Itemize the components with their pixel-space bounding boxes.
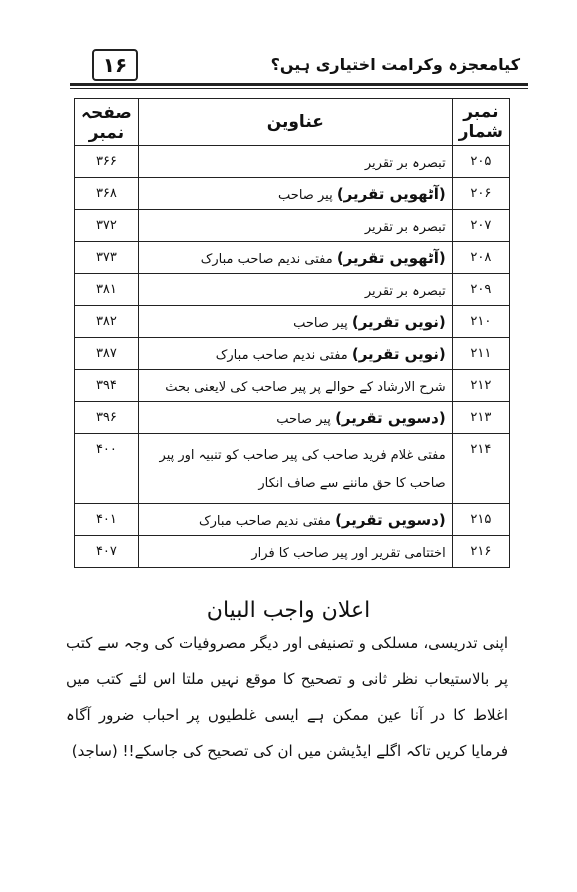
- row-page: ۳۸۷: [75, 338, 139, 370]
- row-title-text: تبصرہ بر تقریر: [364, 219, 446, 235]
- row-page: ۳۹۴: [75, 370, 139, 402]
- row-title: [138, 536, 452, 568]
- row-number: ۲۰۶: [452, 178, 509, 210]
- row-title-text: پیر صاحب: [276, 411, 336, 427]
- row-title-text: مفتی غلام فرید صاحب کی پیر صاحب کو تنبیہ اور پیر صاحب کا حق ماننے سے صاف انکار: [159, 447, 446, 491]
- contents-table: [74, 98, 510, 568]
- table-row: [75, 178, 510, 210]
- table-header-row: [75, 99, 510, 146]
- row-page: ۴۰۷: [75, 536, 139, 568]
- row-title: [138, 338, 452, 370]
- row-title: [138, 402, 452, 434]
- row-title-bold: (دسویں تقریر): [335, 510, 446, 529]
- row-title-text: مفتی ندیم صاحب مبارک: [215, 347, 352, 363]
- row-number: ۲۱۴: [452, 434, 509, 504]
- row-title: [138, 178, 452, 210]
- row-page: ۳۹۶: [75, 402, 139, 434]
- page-number: ۱۶: [92, 49, 138, 81]
- header-divider-thin: [70, 88, 528, 89]
- row-title-bold: (دسویں تقریر): [335, 408, 446, 427]
- row-number: ۲۰۵: [452, 146, 509, 178]
- row-number: ۲۱۰: [452, 306, 509, 338]
- row-title-text: پیر صاحب: [293, 315, 352, 331]
- row-number: ۲۱۱: [452, 338, 509, 370]
- row-title: [138, 242, 452, 274]
- row-number: ۲۱۶: [452, 536, 509, 568]
- row-title: [138, 306, 452, 338]
- table-row: [75, 402, 510, 434]
- row-title-bold: (آٹھویں تقریر): [336, 184, 446, 203]
- column-header-number: نمبر شمار: [452, 99, 509, 146]
- row-number: ۲۱۲: [452, 370, 509, 402]
- row-title-text: تبصرہ بر تقریر: [364, 283, 446, 299]
- table-row: [75, 242, 510, 274]
- row-title-text: شرح الارشاد کے حوالے پر پیر صاحب کی لایعنی بحث: [165, 379, 446, 395]
- row-number: ۲۰۷: [452, 210, 509, 242]
- announcement-body: اپنی تدریسی، مسلکی و تصنیفی اور دیگر مصروفیات کی وجہ سے کتب پر بالاستیعاب نظر ثانی و تصحیح کا موقع نہیں ملتا اس لئے کتب میں اغلاط کا در آنا عین ممکن ہے ایسی غلطیوں پر احباب ضرور آگاہ فرمایا کریں تاکہ اگلے ایڈیشن میں ان کی تصحیح کی جاسکے!! (ساجد): [66, 634, 508, 760]
- table-row: [75, 146, 510, 178]
- announcement-title: اعلان واجب البیان: [206, 598, 371, 623]
- row-title-bold: (نویں تقریر): [351, 312, 446, 331]
- table-row: [75, 306, 510, 338]
- column-header-page: صفحہ نمبر: [75, 99, 139, 146]
- row-title-bold: (آٹھویں تقریر): [336, 248, 446, 267]
- row-title: [138, 210, 452, 242]
- table-row: [75, 210, 510, 242]
- row-title-bold: (نویں تقریر): [351, 344, 446, 363]
- column-header-title: عناوین: [138, 99, 452, 146]
- row-page: ۴۰۰: [75, 434, 139, 504]
- row-number: ۲۰۸: [452, 242, 509, 274]
- row-title: [138, 504, 452, 536]
- row-title: [138, 434, 452, 504]
- row-page: ۳۸۱: [75, 274, 139, 306]
- running-title: کیامعجزہ وکرامت اختیاری ہیں؟: [270, 55, 520, 74]
- row-page: ۳۷۲: [75, 210, 139, 242]
- row-title: [138, 370, 452, 402]
- table-row: [75, 274, 510, 306]
- row-title-text: پیر صاحب: [278, 187, 337, 203]
- row-page: ۳۸۲: [75, 306, 139, 338]
- row-title-text: مفتی ندیم صاحب مبارک: [200, 251, 337, 267]
- page-header: [74, 41, 526, 85]
- row-page: ۳۶۶: [75, 146, 139, 178]
- row-number: ۲۱۳: [452, 402, 509, 434]
- table-row: [75, 536, 510, 568]
- row-page: ۳۷۳: [75, 242, 139, 274]
- row-number: ۲۱۵: [452, 504, 509, 536]
- row-title-text: اختتامی تقریر اور پیر صاحب کا فرار: [251, 545, 446, 561]
- table-row: [75, 434, 510, 504]
- table-row: [75, 338, 510, 370]
- row-page: ۴۰۱: [75, 504, 139, 536]
- row-title: [138, 274, 452, 306]
- row-title-text: مفتی ندیم صاحب مبارک: [198, 513, 336, 529]
- row-number: ۲۰۹: [452, 274, 509, 306]
- header-divider: [70, 83, 528, 86]
- table-row: [75, 370, 510, 402]
- row-page: ۳۶۸: [75, 178, 139, 210]
- row-title: [138, 146, 452, 178]
- row-title-text: تبصرہ بر تقریر: [364, 155, 446, 171]
- table-row: [75, 504, 510, 536]
